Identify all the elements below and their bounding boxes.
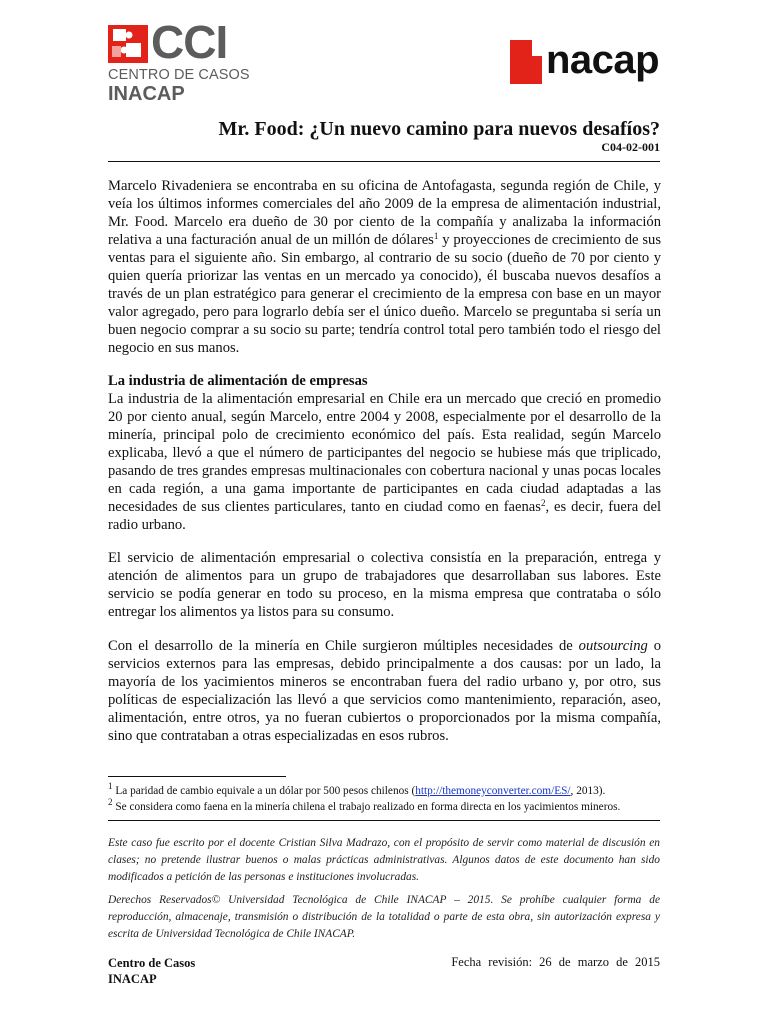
cci-org: INACAP: [108, 83, 185, 105]
revision-date: Fecha revisión: 26 de marzo de 2015: [451, 955, 660, 969]
paragraph-service: El servicio de alimentación empresarial o colectiva consistía en la preparación, entrega y atención de alimentos para un grupo de trabajadores que desarrollaban sus labores. Este servicio se podía generar en todo su proceso, en la misma empresa que contrataba o sólo entregar los alimentos ya listos para su consumo.: [108, 550, 661, 620]
cci-logo: [108, 16, 250, 105]
inacap-logo: [510, 40, 670, 86]
title-rule: [108, 161, 660, 162]
footer-org: Centro de Casos INACAP: [108, 956, 196, 986]
cci-wordmark: CCI: [151, 16, 228, 68]
footnote-rule: [108, 776, 286, 777]
footnote-ref-2[interactable]: 2: [540, 498, 546, 508]
authorship-note: Este caso fue escrito por el docente Cristian Silva Madrazo, con el propósito de servir como material de discusión en clases; no pretende ilustrar buenos o malas prácticas administrativas. Algunos datos de este documento han sido modificados a petición de las personas e instituciones involucradas.: [108, 837, 660, 883]
footnote-1: $^1$ La paridad de cambio equivale a un dólar por 500 pesos chilenos (http://themoneyconverter.com/ES/, 2013).: [108, 781, 606, 797]
cci-puzzle-icon: [108, 25, 148, 63]
document-code: C04-02-001: [601, 140, 660, 154]
footnote-bottom-rule: [108, 820, 660, 821]
exchange-rate-link[interactable]: http://themoneyconverter.com/ES/: [415, 785, 571, 797]
section-industry: [108, 372, 661, 534]
paragraph-intro: Marcelo Rivadeniera se encontraba en su oficina de Antofagasta, segunda región de Chile, y veía los últimos informes comerciales del año 2009 de la empresa de alimentación industrial, Mr. Food. Marcelo era dueño de 30 por ciento de la compañía y analizaba la información relativa a una facturación anual de un millón de dólares$^1$ y proyecciones de crecimiento de sus ventas para el siguiente año. Sin embargo, al contrario de su socio (dueño de 70 por ciento y quien quería priorizar las ventas en un mercado ya conocido), él buscaba nuevos desafíos a través de un plan estratégico para generar el crecimiento de la empresa con base en un mayor valor agregado, pero para lograrlo debía ser el único dueño. Marcelo se preguntaba si sería un buen negocio comprar a su socio su parte; tendría control total pero también todo el riesgo del negocio en sus manos.: [108, 178, 662, 356]
footnote-ref-1[interactable]: 1: [433, 231, 439, 241]
paragraph-outsourcing: Con el desarrollo de la minería en Chile surgieron múltiples necesidades de outsourcing o servicios externos para las empresas, debido principalmente a dos causas: por un lado, la mayoría de los yacimientos mineros se encontraban fuera del radio urbano y, por otro, sus políticas de especialización las llevó a que servicios como mantenimiento, reparación, aseo, alimentación, entre otros, ya no fueran cubiertos o proporcionados por la misma compañía, sino que contrataban a otras especializadas en esos rubros.: [108, 638, 662, 744]
inacap-i-mark: [510, 40, 542, 84]
section-heading: La industria de alimentación de empresas: [108, 373, 368, 389]
footnote-2: $^2$ Se considera como faena en la minería chilena el trabajo realizado en forma directa en los yacimientos mineros.: [108, 797, 621, 813]
rights-note: Derechos Reservados© Universidad Tecnológica de Chile INACAP – 2015. Se prohíbe cualquier forma de reproducción, almacenaje, transmisión o distribución de la totalidad o parte de esta obra, sin autorización expresa y escrita de Universidad Tecnológica de Chile INACAP.: [108, 894, 660, 940]
document-title: Mr. Food: ¿Un nuevo camino para nuevos desafíos?: [218, 118, 660, 140]
paragraph-industry: La industria de la alimentación empresarial en Chile era un mercado que creció en promedio 20 por ciento anual, según Marcelo, entre 2004 y 2008, especialmente por el desarrollo de la minería, principal polo de crecimiento económico del país. Esta realidad, según Marcelo explicaba, llevó a que el número de participantes del negocio se hubiese más que triplicado, pasando de tres grandes empresas multinacionales con cobertura nacional y unas pocas locales en cada región, a una gama importante de participantes en cada ciudad adaptadas a las necesidades de sus clientes particulares, tanto en ciudad como en faenas$^2$, es decir, fuera del radio urbano.: [108, 391, 661, 533]
cci-subtitle: CENTRO DE CASOS: [108, 67, 250, 83]
inacap-wordmark: nacap: [546, 38, 660, 82]
